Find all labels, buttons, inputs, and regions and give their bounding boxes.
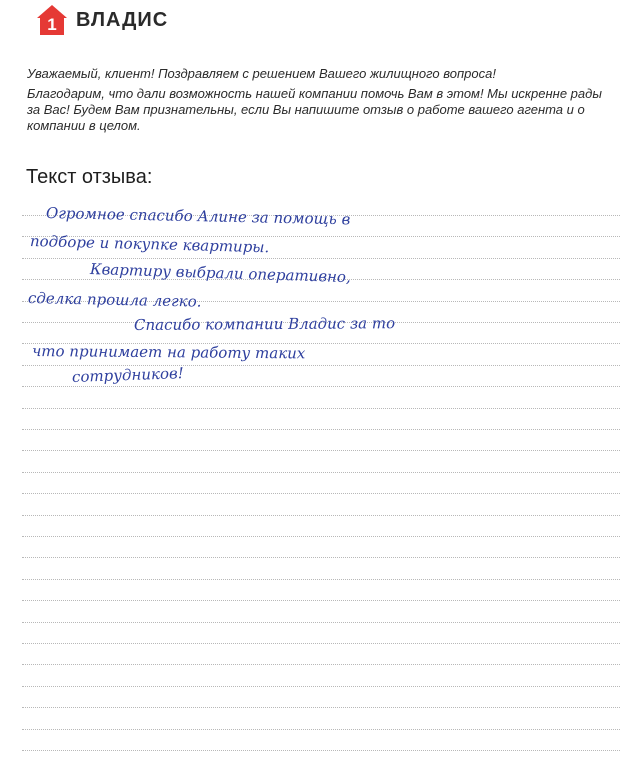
ruled-line (22, 450, 620, 451)
ruled-line (22, 493, 620, 494)
logo-digit: 1 (47, 15, 57, 34)
ruled-line (22, 536, 620, 537)
ruled-line (22, 600, 620, 601)
handwriting-line: Спасибо компании Владис за то (133, 314, 396, 334)
review-heading: Текст отзыва: (26, 166, 153, 188)
house-logo-icon (36, 4, 68, 36)
ruled-line (22, 622, 620, 623)
ruled-line (22, 472, 620, 473)
review-text-area (22, 190, 620, 768)
ruled-line (22, 557, 620, 558)
ruled-line (22, 707, 620, 708)
ruled-line (22, 750, 620, 751)
ruled-line (22, 686, 620, 687)
handwriting-line: Квартиру выбрали оперативно, (89, 260, 352, 287)
handwritten-review (22, 190, 620, 420)
ruled-line (22, 515, 620, 516)
ruled-line (22, 729, 620, 730)
handwriting-line: сделка прошла легко. (27, 289, 202, 311)
ruled-line (22, 429, 620, 430)
intro-greeting: Уважаемый, клиент! Поздравляем с решением Вашего жилищного вопроса! (27, 66, 496, 81)
handwriting-line: сотрудников! (71, 364, 185, 386)
intro-thanks: Благодарим, что дали возможность нашей компании помочь Вам в этом! Мы искренне рады за Вас! Будем Вам признательны, если Вы напишите отзыв о работе вашего агента и о компании в целом. (27, 86, 602, 133)
brand-logo (36, 3, 168, 37)
brand-name: ВЛАДИС (76, 8, 169, 31)
ruled-line (22, 664, 620, 665)
handwriting-line: что принимает на работу таких (31, 342, 306, 363)
handwriting-line: Огромное спасибо Алине за помощь в (45, 204, 351, 229)
ruled-line (22, 579, 620, 580)
ruled-line (22, 643, 620, 644)
handwriting-line: подборе и покупке квартиры. (29, 232, 270, 257)
